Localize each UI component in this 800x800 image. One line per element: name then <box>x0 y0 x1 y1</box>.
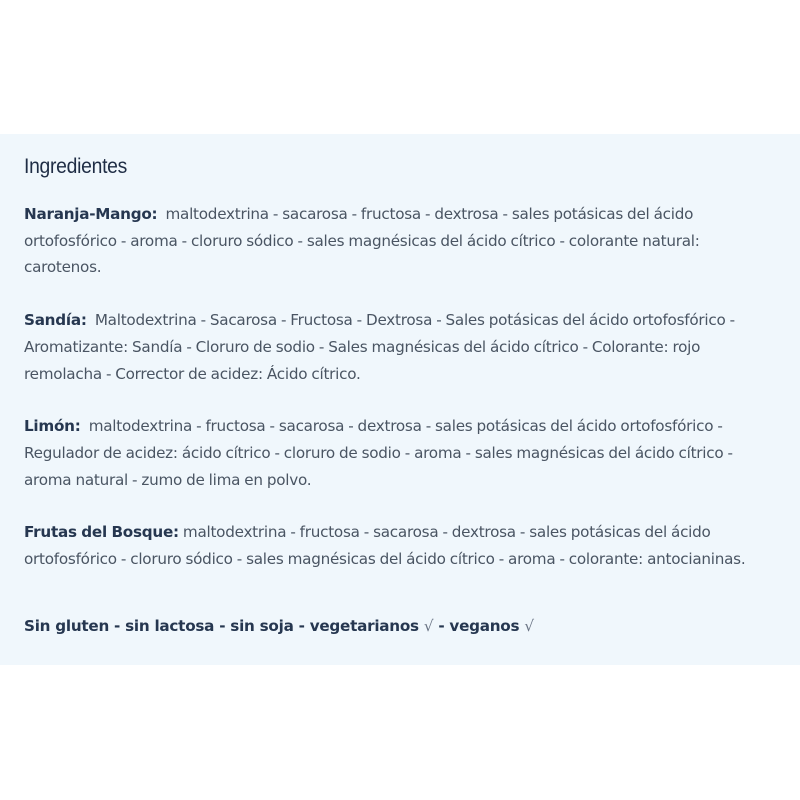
ingredient-sandia <box>24 307 776 387</box>
ingredient-text: maltodextrina - sacarosa - fructosa - dextrosa - sales potásicas del ácido ortofosfórico - aroma - cloruro sódico - sales magnésicas del ácido cítrico - colorante natural: carotenos. <box>24 205 700 277</box>
ingredient-text: maltodextrina - fructosa - sacarosa - dextrosa - sales potásicas del ácido ortofosfórico - Regulador de acidez: ácido cítrico - cloruro de sodio - aroma - sales magnésicas del ácido cítrico - aroma natural - zumo de lima en polvo. <box>24 417 733 489</box>
dietary-info <box>24 613 776 639</box>
dietary-text-1: Sin gluten - sin lactosa - sin soja - vegetarianos <box>24 616 419 635</box>
check-icon: √ <box>423 616 434 635</box>
ingredients-panel <box>0 134 800 665</box>
ingredient-limon <box>24 413 776 493</box>
ingredient-text: Maltodextrina - Sacarosa - Fructosa - Dextrosa - Sales potásicas del ácido ortofosfórico - Aromatizante: Sandía - Cloruro de sodio - Sales magnésicas del ácido cítrico - Colorante: rojo remolacha - Corrector de acidez: Ácido cítrico. <box>24 311 735 383</box>
ingredient-label: Sandía: <box>24 311 87 330</box>
ingredient-label: Naranja-Mango: <box>24 205 158 223</box>
ingredient-text: maltodextrina - fructosa - sacarosa - dextrosa - sales potásicas del ácido ortofosfórico - cloruro sódico - sales magnésicas del ácido cítrico - aroma - colorante: antocianinas. <box>24 523 746 569</box>
ingredient-naranja-mango <box>24 201 776 281</box>
dietary-text-2: - veganos <box>433 616 520 635</box>
ingredient-frutas-del-bosque <box>24 519 776 572</box>
ingredient-label: Limón: <box>24 417 81 436</box>
section-title: Ingredientes <box>24 155 128 178</box>
ingredient-label: Frutas del Bosque: <box>24 523 179 542</box>
check-icon: √ <box>524 616 534 635</box>
